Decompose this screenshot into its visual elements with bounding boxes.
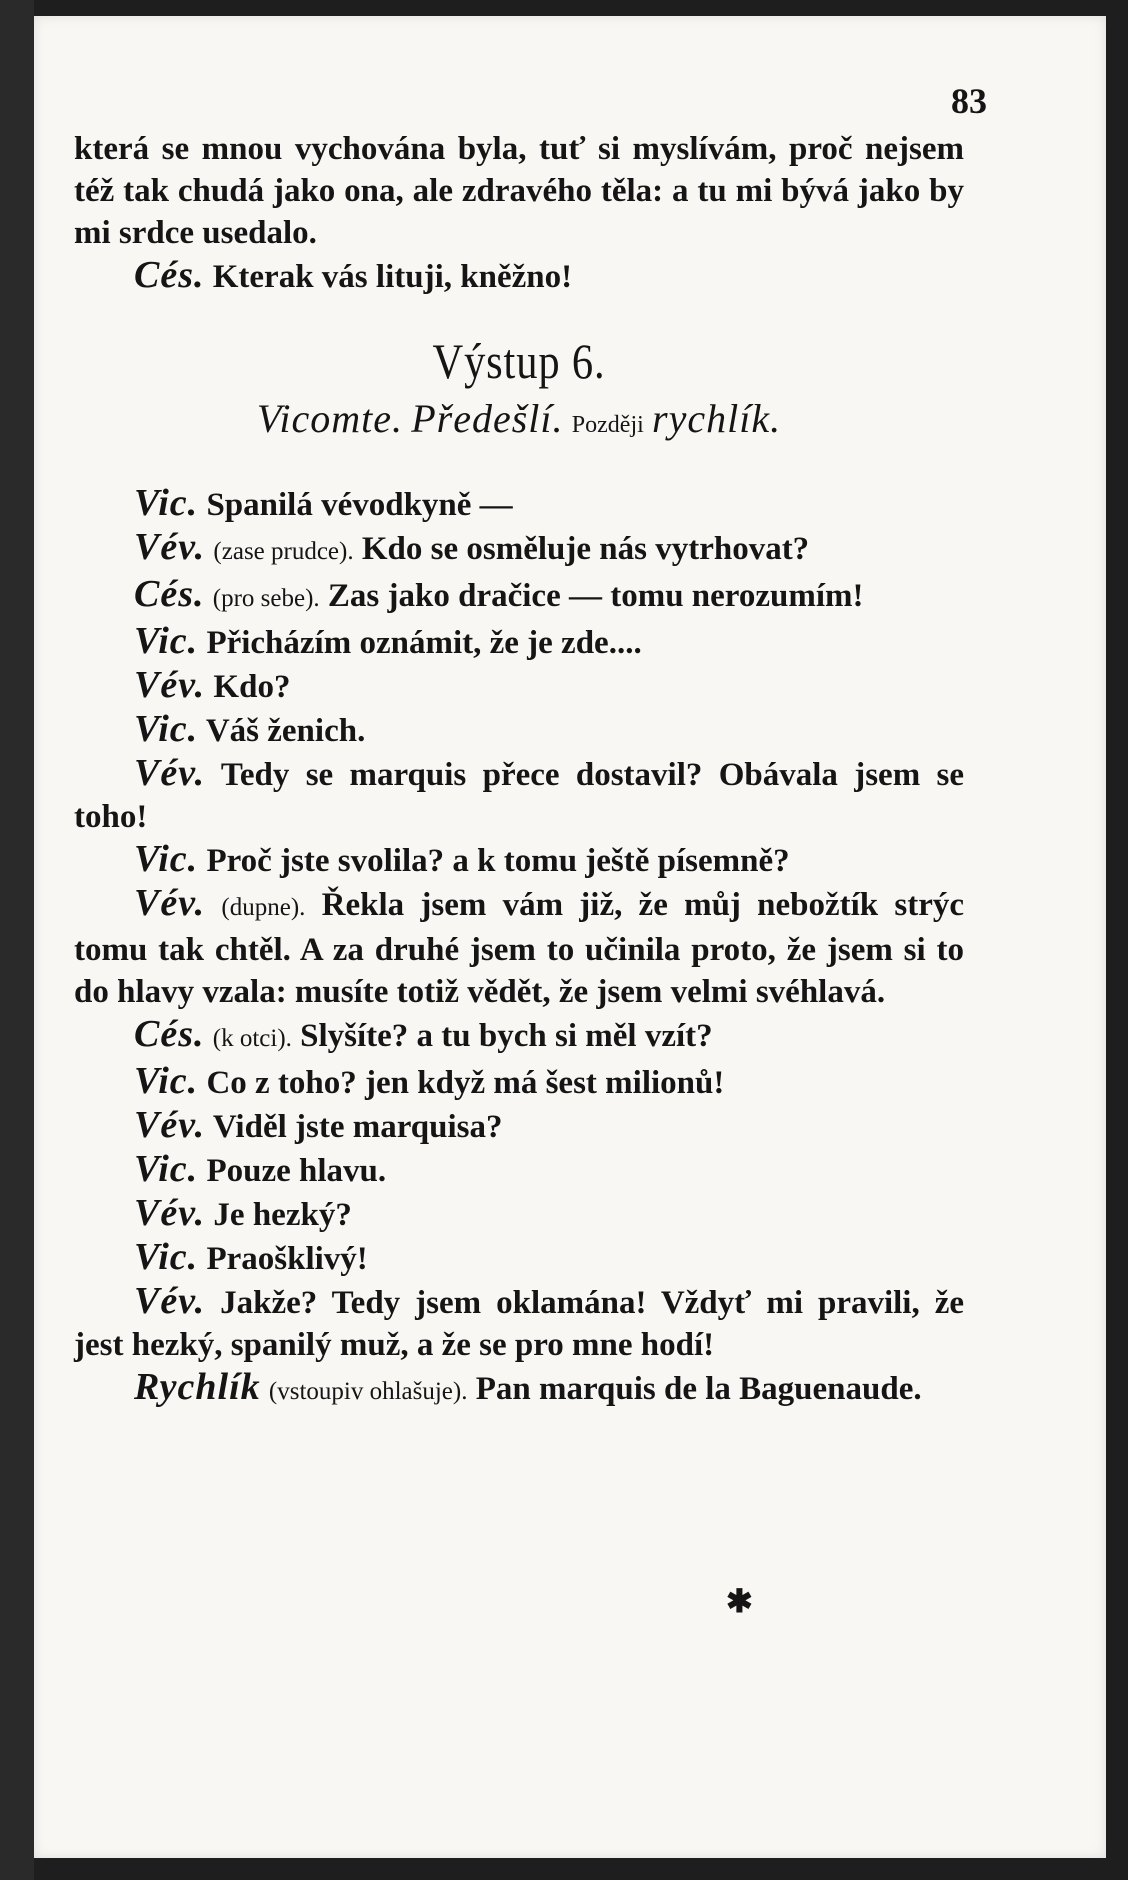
- line-text: Pan marquis de la Baguenaude.: [475, 1371, 922, 1407]
- line-text: Proč jste svolila? a k tomu ještě písemně?: [206, 843, 790, 879]
- page-text: [74, 128, 964, 1413]
- cast-predesli: Předešlí.: [411, 396, 564, 441]
- dialogue-line: [74, 752, 964, 838]
- stage-direction: (zase prudce).: [213, 538, 354, 565]
- dialogue-line: [74, 482, 964, 526]
- speaker: Cés.: [134, 254, 205, 296]
- dialogue-line: [74, 1236, 964, 1280]
- line-text: Kterak vás lituji, kněžno!: [212, 259, 573, 295]
- dialogue-line: [74, 882, 964, 1013]
- speaker: Vic.: [134, 620, 199, 662]
- speaker: Vic.: [134, 838, 199, 880]
- speaker: Vic.: [134, 1060, 199, 1102]
- line-text: Spanilá vévodkyně —: [206, 487, 513, 523]
- line-text: Kdo?: [213, 669, 291, 705]
- line-text: Slyšíte? a tu bych si měl vzít?: [300, 1018, 713, 1054]
- dialogue-line: [74, 838, 964, 882]
- speaker: Vic.: [134, 1148, 199, 1190]
- scene-cast: [74, 398, 964, 446]
- dialogue-line: [74, 1366, 964, 1413]
- dialogue-line: [74, 664, 964, 708]
- line-text: Co z toho? jen když má šest milionů!: [206, 1065, 725, 1101]
- dialogue-line: [74, 526, 964, 573]
- dialogue-line: [74, 1192, 964, 1236]
- scene-title: Výstup 6.: [432, 333, 606, 389]
- opening-paragraph: která se mnou vychována byla, tuť si myslívám, proč nejsem též tak chudá jako ona, ale zdravého těla: a tu mi bývá jako by mi srdce usedalo.: [74, 131, 964, 251]
- stage-direction: (dupne).: [221, 894, 306, 921]
- line-text: Praošklivý!: [206, 1241, 368, 1277]
- speaker: Vév.: [134, 752, 206, 794]
- ornament-asterisk-icon: ✱: [726, 1583, 753, 1619]
- line-text: Je hezký?: [213, 1197, 352, 1233]
- line-text: Řekla jsem vám již, že můj nebožtík strýc tomu tak chtěl. A za druhé jsem to učinila proto, že jsem si to do hlavy vzala: musíte totiž vědět, že jsem velmi svéhlavá.: [74, 887, 965, 1010]
- cast-rychlik: rychlík.: [652, 396, 782, 441]
- cast-later: Později: [571, 412, 644, 438]
- dialogue-line: [74, 1148, 964, 1192]
- speaker: Cés.: [134, 1013, 205, 1055]
- line-text: Zas jako dračice — tomu nerozumím!: [327, 578, 864, 614]
- speaker: Rychlík: [134, 1366, 261, 1408]
- speaker: Vév.: [134, 526, 206, 568]
- dialogue-line: [74, 620, 964, 664]
- speaker: Vév.: [134, 1104, 206, 1146]
- line-text: Pouze hlavu.: [206, 1153, 387, 1189]
- dialogue-line: [74, 254, 964, 298]
- line-text: Viděl jste marquisa?: [212, 1109, 503, 1145]
- speaker: Vic.: [134, 708, 199, 750]
- dialogue-line: [74, 708, 964, 752]
- speaker: Vév.: [134, 1192, 206, 1234]
- dialogue-line: [74, 1104, 964, 1148]
- stage-direction: (vstoupiv ohlašuje).: [268, 1378, 468, 1405]
- speaker: Cés.: [134, 573, 205, 615]
- scan-left-margin: [0, 0, 34, 1880]
- speaker: Vév.: [134, 664, 206, 706]
- page-number: 83: [951, 81, 987, 121]
- line-text: Kdo se osměluje nás vytrhovat?: [361, 531, 810, 567]
- speaker: Vév.: [134, 882, 206, 924]
- dialogue-line: [74, 1013, 964, 1060]
- dialogue-line: [74, 1280, 964, 1366]
- dialogue-line: [74, 1060, 964, 1104]
- line-text: Jakže? Tedy jsem oklamána! Vždyť mi pravili, že jest hezký, spanilý muž, a že se pro mne hodí!: [74, 1285, 964, 1363]
- speaker: Vév.: [134, 1280, 206, 1322]
- cast-vicomte: Vicomte.: [256, 396, 403, 441]
- stage-direction: (pro sebe).: [212, 585, 320, 612]
- line-text: Váš ženich.: [205, 713, 366, 749]
- line-text: Tedy se marquis přece dostavil? Obávala jsem se toho!: [74, 757, 964, 835]
- stage-direction: (k otci).: [212, 1025, 292, 1052]
- speaker: Vic.: [134, 1236, 199, 1278]
- dialogue-line: [74, 573, 964, 620]
- speaker: Vic.: [134, 482, 199, 524]
- line-text: Přicházím oznámit, že je zde....: [206, 625, 642, 661]
